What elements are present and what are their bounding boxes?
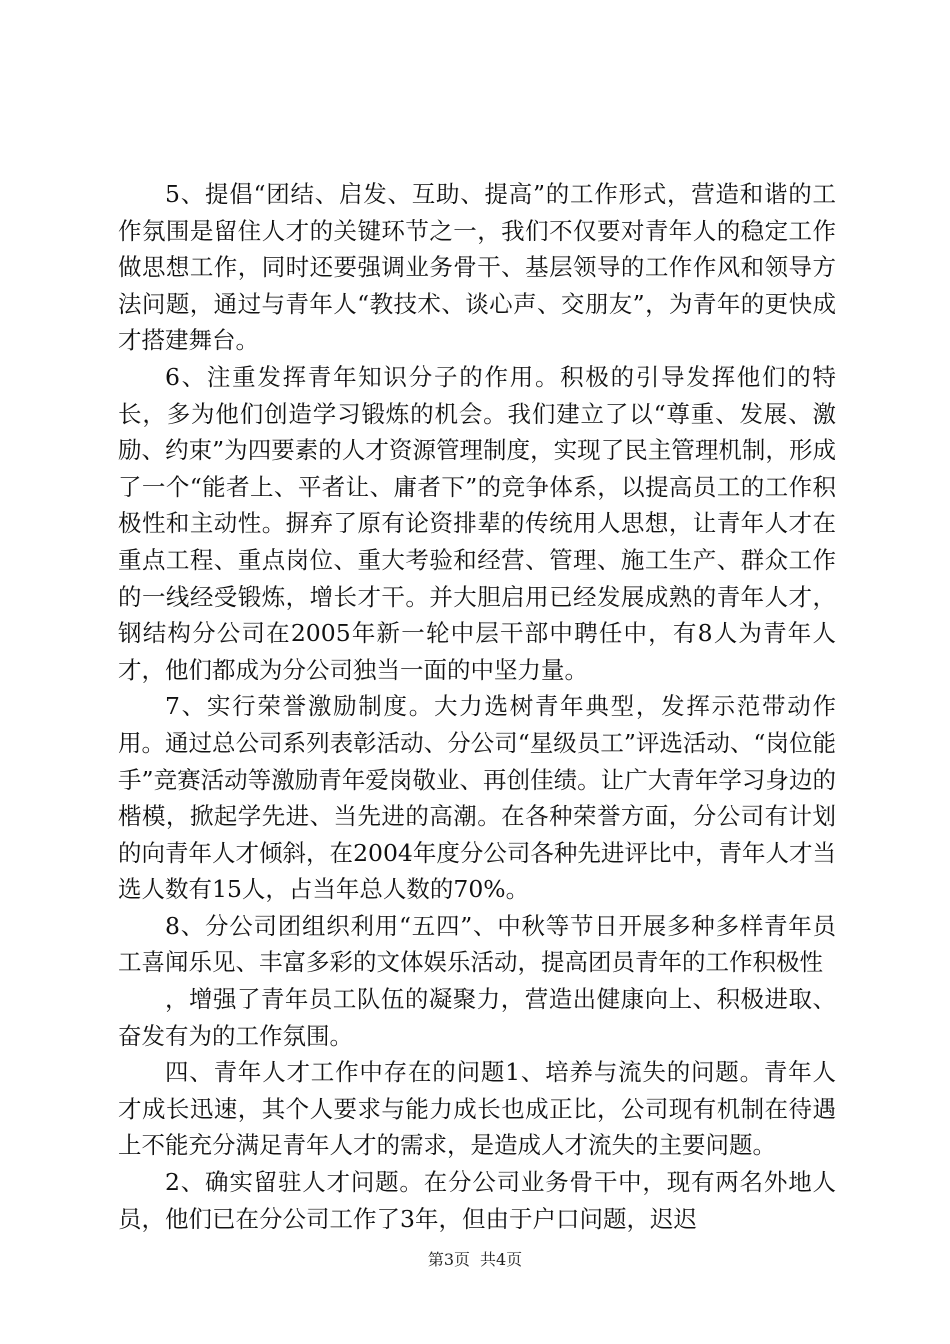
paragraph-problem-2: 2、确实留驻人才问题。在分公司业务骨干中，现有两名外地人员，他们已在分公司工作了3年，但由于户口问题，迟迟 (118, 1168, 836, 1233)
page-total: 共4页 (480, 1250, 523, 1269)
page-number: 第3页 (427, 1250, 470, 1269)
paragraph-item-8-continued: ，增强了青年员工队伍的凝聚力，营造出健康向上、积极进取、奋发有为的工作氛围。 (118, 985, 836, 1050)
document-body (118, 176, 836, 1237)
paragraph-item-8: 8、分公司团组织利用“五四”、中秋等节日开展多种多样青年员工喜闻乐见、丰富多彩的文体娱乐活动，提高团员青年的工作积极性 (118, 911, 836, 977)
paragraph-item-7: 7、实行荣誉激励制度。大力选树青年典型，发挥示范带动作用。通过总公司系列表彰活动、分公司“星级员工”评选活动、“岗位能手”竞赛活动等激励青年爱岗敬业、再创佳绩。让广大青年学习身边的楷模，掀起学先进、当先进的高潮。在各种荣誉方面，分公司有计划的向青年人才倾斜，在2004年度分公司各种先进评比中，青年人才当选人数有15人，占当年总人数的70%。 (118, 692, 836, 904)
paragraph-item-6: 6、注重发挥青年知识分子的作用。积极的引导发挥他们的特长，多为他们创造学习锻炼的机会。我们建立了以“尊重、发展、激励、约束”为四要素的人才资源管理制度，实现了民主管理机制，形成了一个“能者上、平者让、庸者下”的竞争体系，以提高员工的工作积极性和主动性。摒弃了原有论资排辈的传统用人思想，让青年人才在重点工程、重点岗位、重大考验和经营、管理、施工生产、群众工作的一线经受锻炼，增长才干。并大胆启用已经发展成熟的青年人才，钢结构分公司在2005年新一轮中层干部中聘任中，有8人为青年人才，他们都成为分公司独当一面的中坚力量。 (118, 362, 836, 684)
page-footer (0, 1247, 950, 1270)
paragraph-item-5: 5、提倡“团结、启发、互助、提高”的工作形式，营造和谐的工作氛围是留住人才的关键环节之一，我们不仅要对青年人的稳定工作做思想工作，同时还要强调业务骨干、基层领导的工作作风和领导方法问题，通过与青年人“教技术、谈心声、交朋友”，为青年的更快成才搭建舞台。 (118, 180, 836, 355)
section-four-problems: 四、青年人才工作中存在的问题1、培养与流失的问题。青年人才成长迅速，其个人要求与能力成长也成正比，公司现有机制在待遇上不能充分满足青年人才的需求，是造成人才流失的主要问题。 (118, 1058, 836, 1160)
